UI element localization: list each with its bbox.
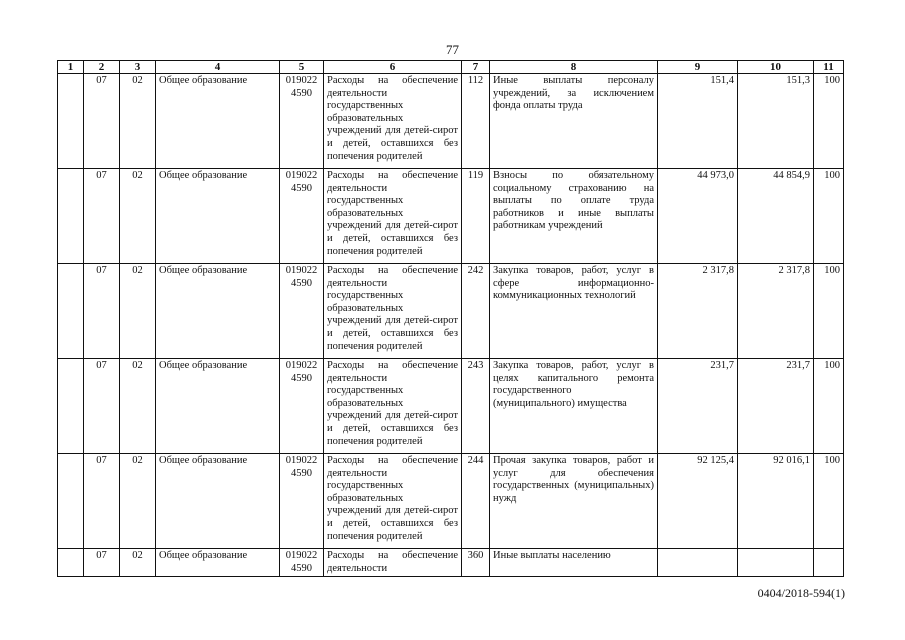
cell-percent: 100 — [814, 454, 844, 549]
cell-section: 07 — [84, 454, 120, 549]
cell-target-name: Расходы на обеспечение деятельности государственных образовательных учреждений для детей-сирот и детей, оставшихся без попечения родителей — [324, 454, 462, 549]
cell-percent: 100 — [814, 264, 844, 359]
cell-expense-name: Закупка товаров, работ, услуг в целях капитального ремонта государственного (муниципального) имущества — [490, 359, 658, 454]
cell-col1 — [58, 454, 84, 549]
cell-section-name: Общее образование — [156, 169, 280, 264]
cell-expense-code: 243 — [462, 359, 490, 454]
col-header: 9 — [658, 61, 738, 74]
cell-expense-code: 244 — [462, 454, 490, 549]
cell-planned — [658, 549, 738, 577]
col-header: 6 — [324, 61, 462, 74]
cell-target-code: 019022 4590 — [280, 264, 324, 359]
col-header: 1 — [58, 61, 84, 74]
cell-percent — [814, 549, 844, 577]
cell-expense-name: Закупка товаров, работ, услуг в сфере информационно-коммуникационных технологий — [490, 264, 658, 359]
cell-subsection: 02 — [120, 264, 156, 359]
cell-percent: 100 — [814, 74, 844, 169]
table-row — [58, 359, 844, 454]
cell-section: 07 — [84, 359, 120, 454]
cell-subsection: 02 — [120, 549, 156, 577]
cell-actual: 44 854,9 — [738, 169, 814, 264]
cell-actual: 2 317,8 — [738, 264, 814, 359]
col-header: 8 — [490, 61, 658, 74]
cell-actual: 151,3 — [738, 74, 814, 169]
cell-target-code: 019022 4590 — [280, 359, 324, 454]
cell-col1 — [58, 359, 84, 454]
col-header: 10 — [738, 61, 814, 74]
col-header: 3 — [120, 61, 156, 74]
cell-planned: 92 125,4 — [658, 454, 738, 549]
cell-expense-code: 360 — [462, 549, 490, 577]
cell-section: 07 — [84, 169, 120, 264]
cell-expense-code: 242 — [462, 264, 490, 359]
cell-expense-name: Иные выплаты персоналу учреждений, за исключением фонда оплаты труда — [490, 74, 658, 169]
cell-section: 07 — [84, 74, 120, 169]
cell-expense-name: Взносы по обязательному социальному страхованию на выплаты по оплате труда работников и иные выплаты работникам учреждений — [490, 169, 658, 264]
cell-actual — [738, 549, 814, 577]
cell-planned: 44 973,0 — [658, 169, 738, 264]
cell-target-name: Расходы на обеспечение деятельности государственных образовательных учреждений для детей-сирот и детей, оставшихся без попечения родителей — [324, 169, 462, 264]
table-row — [58, 454, 844, 549]
cell-target-name: Расходы на обеспечение деятельности государственных образовательных учреждений для детей-сирот и детей, оставшихся без попечения родителей — [324, 74, 462, 169]
cell-percent: 100 — [814, 169, 844, 264]
cell-planned: 151,4 — [658, 74, 738, 169]
cell-col1 — [58, 169, 84, 264]
cell-col1 — [58, 74, 84, 169]
cell-target-name: Расходы на обеспечение деятельности — [324, 549, 462, 577]
document-code: 0404/2018-594(1) — [757, 586, 845, 600]
cell-target-code: 019022 4590 — [280, 74, 324, 169]
cell-section-name: Общее образование — [156, 549, 280, 577]
table-row — [58, 264, 844, 359]
col-header: 5 — [280, 61, 324, 74]
cell-target-code: 019022 4590 — [280, 169, 324, 264]
cell-planned: 231,7 — [658, 359, 738, 454]
cell-expense-name: Прочая закупка товаров, работ и услуг для обеспечения государственных (муниципальных) нужд — [490, 454, 658, 549]
cell-col1 — [58, 549, 84, 577]
table-row — [58, 74, 844, 169]
cell-subsection: 02 — [120, 169, 156, 264]
col-header: 11 — [814, 61, 844, 74]
cell-section: 07 — [84, 264, 120, 359]
table-row — [58, 549, 844, 577]
cell-planned: 2 317,8 — [658, 264, 738, 359]
cell-section: 07 — [84, 549, 120, 577]
cell-subsection: 02 — [120, 454, 156, 549]
cell-target-code: 019022 4590 — [280, 454, 324, 549]
budget-table — [57, 60, 844, 577]
cell-expense-code: 119 — [462, 169, 490, 264]
cell-section-name: Общее образование — [156, 454, 280, 549]
cell-col1 — [58, 264, 84, 359]
cell-actual: 92 016,1 — [738, 454, 814, 549]
cell-subsection: 02 — [120, 74, 156, 169]
page-number: 77 — [446, 42, 459, 57]
col-header: 7 — [462, 61, 490, 74]
cell-target-code: 019022 4590 — [280, 549, 324, 577]
cell-actual: 231,7 — [738, 359, 814, 454]
cell-section-name: Общее образование — [156, 264, 280, 359]
header-row — [58, 61, 844, 74]
table-row — [58, 169, 844, 264]
col-header: 4 — [156, 61, 280, 74]
col-header: 2 — [84, 61, 120, 74]
cell-target-name: Расходы на обеспечение деятельности государственных образовательных учреждений для детей-сирот и детей, оставшихся без попечения родителей — [324, 264, 462, 359]
cell-subsection: 02 — [120, 359, 156, 454]
cell-percent: 100 — [814, 359, 844, 454]
cell-expense-name: Иные выплаты населению — [490, 549, 658, 577]
cell-expense-code: 112 — [462, 74, 490, 169]
cell-target-name: Расходы на обеспечение деятельности государственных образовательных учреждений для детей-сирот и детей, оставшихся без попечения родителей — [324, 359, 462, 454]
cell-section-name: Общее образование — [156, 74, 280, 169]
cell-section-name: Общее образование — [156, 359, 280, 454]
